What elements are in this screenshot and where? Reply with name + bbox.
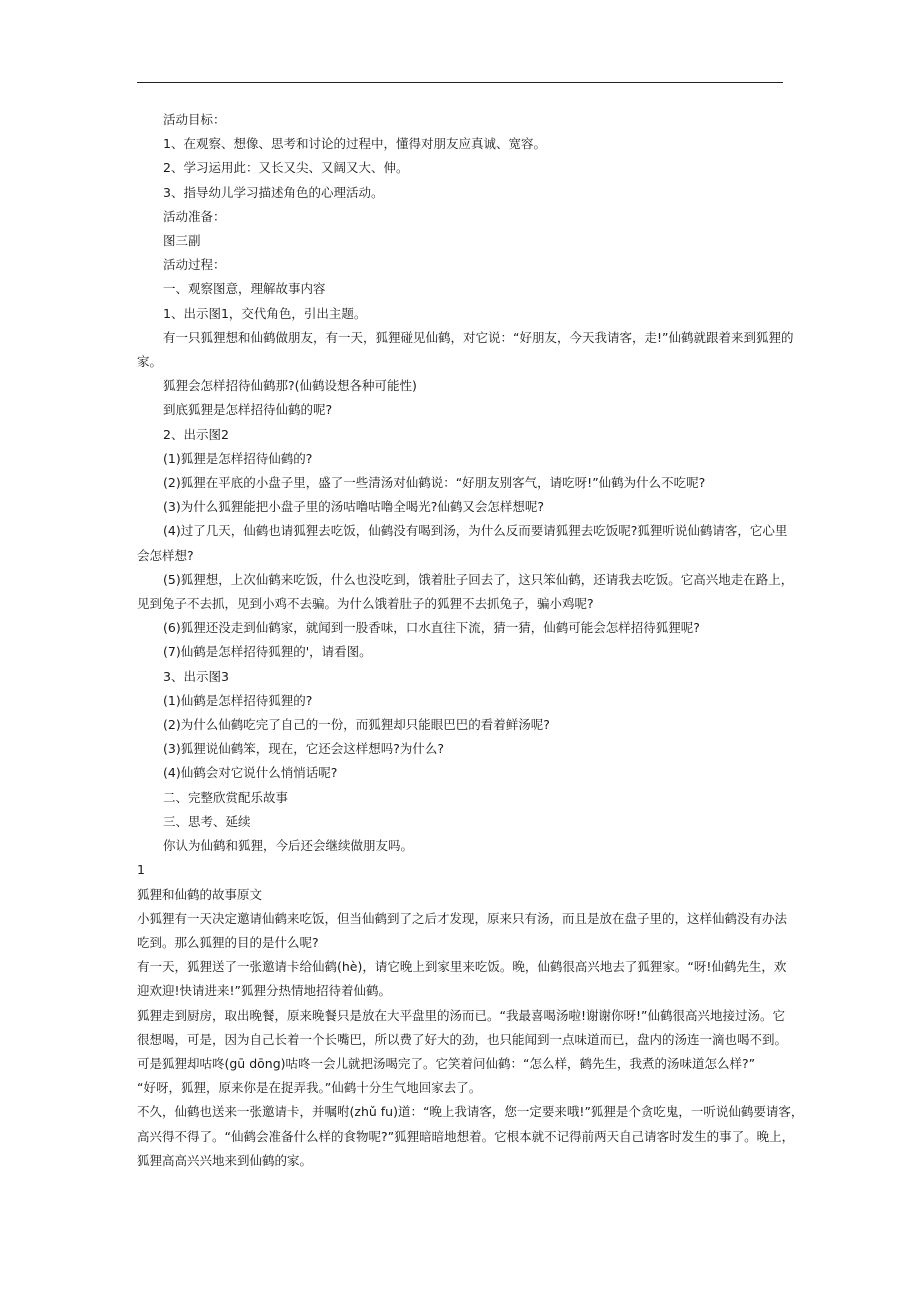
question-line: 狐狸会怎样招待仙鹤那?(仙鹤设想各种可能性) [163,378,417,394]
story-line: 高兴得不得了。“仙鹤会准备什么样的食物呢?”狐狸暗暗地想着。它根本就不记得前两天自己请客时发生的事了。晚上， [137,1128,795,1144]
question-line: (5)狐狸想，上次仙鹤来吃饭，什么也没吃到，饿着肚子回去了，这只笨仙鹤，还请我去吃饭。它高兴地走在路上， [163,571,794,587]
question-line: 会怎样想? [137,547,194,563]
question-line: (6)狐狸还没走到仙鹤家，就闻到一股香味，口水直往下流，猜一猜，仙鹤可能会怎样招待狐狸呢? [163,620,700,636]
story-line: 小狐狸有一天决定邀请仙鹤来吃饭，但当仙鹤到了之后才发现，原来只有汤，而且是放在盘子里的，这样仙鹤没有办法 [137,910,788,926]
question-line: (2)狐狸在平底的小盘子里，盛了一些清汤对仙鹤说：“好朋友别客气，请吃呀!”仙鹤为什么不吃呢? [163,475,706,491]
story-line: 有一天，狐狸送了一张邀请卡给仙鹤(hè)，请它晚上到家里来吃饭。晚，仙鹤很高兴地去了狐狸家。“呀!仙鹤先生，欢 [137,959,787,975]
question-line: (3)为什么狐狸能把小盘子里的汤咕噜咕噜全喝光?仙鹤又会怎样想呢? [163,499,544,515]
story-number: 1 [137,862,145,878]
story-title: 狐狸和仙鹤的故事原文 [137,886,263,902]
story-line: 很想喝，可是，因为自己长着一个长嘴巴，所以费了好大的劲，也只能闻到一点味道而已，盘内的汤连一滴也喝不到。 [137,1031,788,1047]
header-rule [137,82,783,83]
step-heading: 3、出示图3 [163,668,229,684]
story-line: 可是狐狸却咕咚(gū dōng)咕咚一会儿就把汤喝完了。它笑着问仙鹤：“怎么样，鹤先生，我煮的汤味道怎么样?” [137,1055,756,1071]
question-line: (3)狐狸说仙鹤笨，现在，它还会这样想吗?为什么? [163,741,444,757]
goal-item: 2、学习运用此：又长又尖、又阔又大、伸。 [163,160,409,176]
question-line: 到底狐狸是怎样招待仙鹤的呢? [163,402,333,418]
goal-item: 1、在观察、想像、思考和讨论的过程中，懂得对朋友应真诚、宽容。 [163,136,546,152]
story-line: 吃到。那么狐狸的目的是什么呢? [137,934,319,950]
question-line: (1)仙鹤是怎样招待狐狸的? [163,692,313,708]
paragraph-line: 有一只狐狸想和仙鹤做朋友，有一天，狐狸碰见仙鹤，对它说：“好朋友，今天我请客，走!”仙鹤就跟着来到狐狸的 [163,329,794,345]
question-line: (7)仙鹤是怎样招待狐狸的'，请看图。 [163,644,372,660]
story-line: “好呀，狐狸，原来你是在捉弄我。”仙鹤十分生气地回家去了。 [137,1080,482,1096]
prep-item: 图三副 [163,233,201,249]
goal-item: 3、指导幼儿学习描述角色的心理活动。 [163,184,384,200]
question-line: (2)为什么仙鹤吃完了自己的一份，而狐狸却只能眼巴巴的看着鲜汤呢? [163,717,550,733]
prep-heading: 活动准备： [163,208,226,224]
section-heading: 一、观察图意，理解故事内容 [163,281,326,297]
step-heading: 1、出示图1，交代角色，引出主题。 [163,305,367,321]
question-line: (4)仙鹤会对它说什么悄悄话呢? [163,765,338,781]
goal-heading: 活动目标： [163,112,226,127]
story-line: 狐狸走到厨房，取出晚餐，原来晚餐只是放在大平盘里的汤而已。“我最喜喝汤啦!谢谢你呀!”仙鹤很高兴地接过汤。它 [137,1007,785,1023]
process-heading: 活动过程： [163,257,226,273]
section-heading: 二、完整欣赏配乐故事 [163,789,289,805]
question-line: (4)过了几天，仙鹤也请狐狸去吃饭，仙鹤没有喝到汤，为什么反而要请狐狸去吃饭呢?狐狸听说仙鹤请客，它心里 [163,523,788,539]
question-line: (1)狐狸是怎样招待仙鹤的? [163,450,313,466]
story-line: 不久，仙鹤也送来一张邀请卡，并嘱咐(zhǔ fu)道：“晚上我请客，您一定要来哦!”狐狸是个贪吃鬼，一听说仙鹤要请客， [137,1104,804,1120]
story-line: 迎欢迎!快请进来!”狐狸分热情地招待着仙鹤。 [137,983,391,999]
step-heading: 2、出示图2 [163,426,229,442]
document-page [137,108,804,1173]
section-heading: 三、思考、延续 [163,813,251,829]
story-line: 狐狸高高兴兴地来到仙鹤的家。 [137,1152,313,1168]
question-line: 见到兔子不去抓，见到小鸡不去骗。为什么饿着肚子的狐狸不去抓兔子，骗小鸡呢? [137,596,594,612]
paragraph-line: 你认为仙鹤和狐狸，今后还会继续做朋友吗。 [163,838,414,854]
paragraph-line: 家。 [137,354,163,370]
